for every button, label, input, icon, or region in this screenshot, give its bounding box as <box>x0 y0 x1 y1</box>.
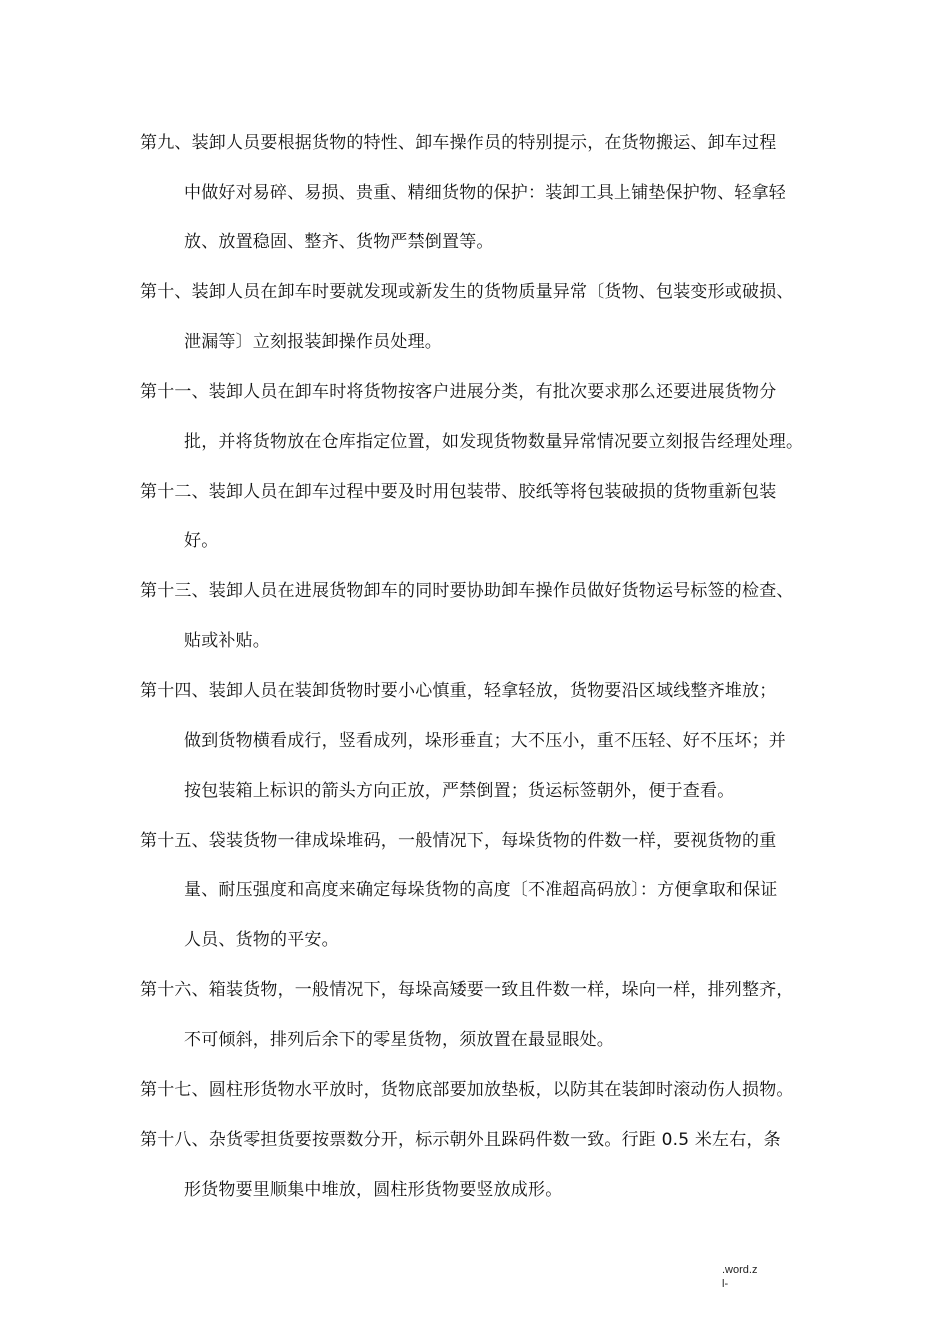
footer-line-2: l- <box>722 1278 729 1290</box>
article-17-line-1: 第十七、圆柱形货物水平放时，货物底部要加放垫板，以防其在装卸时滚动伤人损物。 <box>140 1080 794 1100</box>
article-12-line-1: 第十二、装卸人员在卸车过程中要及时用包装带、胶纸等将包装破损的货物重新包装 <box>140 482 777 502</box>
article-11-line-1: 第十一、装卸人员在卸车时将货物按客户进展分类，有批次要求那么还要进展货物分 <box>140 382 777 402</box>
article-14-line-3: 按包装箱上标识的箭头方向正放，严禁倒置；货运标签朝外，便于查看。 <box>184 781 735 801</box>
article-15-line-1: 第十五、袋装货物一律成垛堆码，一般情况下，每垛货物的件数一样，要视货物的重 <box>140 831 777 851</box>
article-14-line-2: 做到货物横看成行，竖看成列，垛形垂直；大不压小，重不压轻、好不压坏；并 <box>184 731 786 751</box>
article-18-line-1: 第十八、杂货零担货要按票数分开，标示朝外且跺码件数一致。行距 0.5 米左右，条 <box>140 1130 781 1150</box>
article-10-line-1: 第十、装卸人员在卸车时要就发现或新发生的货物质量异常〔货物、包装变形或破损、 <box>140 282 794 302</box>
article-14-line-1: 第十四、装卸人员在装卸货物时要小心慎重，轻拿轻放，货物要沿区域线整齐堆放； <box>140 681 777 701</box>
article-12-line-2: 好。 <box>184 531 219 551</box>
article-15-line-3: 人员、货物的平安。 <box>184 930 339 950</box>
article-16-line-1: 第十六、箱装货物，一般情况下，每垛高矮要一致且件数一样，垛向一样，排列整齐， <box>140 980 794 1000</box>
article-11-line-2: 批，并将货物放在仓库指定位置，如发现货物数量异常情况要立刻报告经理处理。 <box>184 432 804 452</box>
article-18-line-2: 形货物要里顺集中堆放，圆柱形货物要竖放成形。 <box>184 1180 563 1200</box>
article-15-line-2: 量、耐压强度和高度来确定每垛货物的高度〔不准超高码放〕：方便拿取和保证 <box>184 880 778 900</box>
article-13-line-1: 第十三、装卸人员在进展货物卸车的同时要协助卸车操作员做好货物运号标签的检查、 <box>140 581 794 601</box>
article-9-line-3: 放、放置稳固、整齐、货物严禁倒置等。 <box>184 232 494 252</box>
article-10-line-2: 泄漏等〕立刻报装卸操作员处理。 <box>184 332 442 352</box>
article-16-line-2: 不可倾斜，排列后余下的零星货物，须放置在最显眼处。 <box>184 1030 614 1050</box>
footer-line-1: .word.z <box>722 1264 758 1276</box>
article-13-line-2: 贴或补贴。 <box>184 631 270 651</box>
article-9-line-1: 第九、装卸人员要根据货物的特性、卸车操作员的特别提示，在货物搬运、卸车过程 <box>140 133 777 153</box>
article-9-line-2: 中做好对易碎、易损、贵重、精细货物的保护：装卸工具上铺垫保护物、轻拿轻 <box>184 183 786 203</box>
